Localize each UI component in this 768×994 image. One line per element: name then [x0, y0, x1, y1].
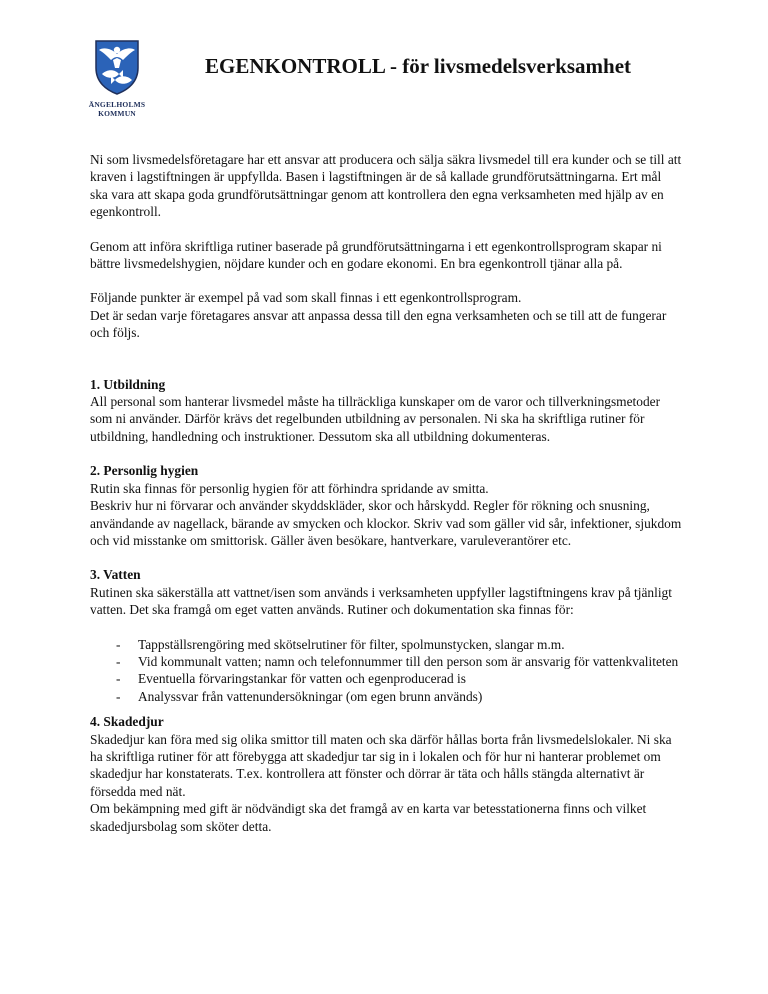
logo-text-line2: KOMMUN — [98, 109, 136, 118]
document-title: EGENKONTROLL - för livsmedelsverksamhet — [205, 54, 632, 78]
list-item: - Analyssvar från vattenundersökningar (om egen brunn används) — [90, 688, 682, 705]
coat-of-arms-icon — [93, 38, 141, 96]
list-item: - Tappställsrengöring med skötselrutiner för filter, spolmunstycken, slangar m.m. — [90, 636, 682, 653]
intro-paragraph-3: Följande punkter är exempel på vad som skall finnas i ett egenkontrollsprogram. — [90, 290, 522, 306]
list-item: - Eventuella förvaringstankar för vatten och egenproducerad is — [90, 670, 682, 687]
section-heading-skadedjur: 4. Skadedjur — [90, 714, 164, 730]
list-item: - Vid kommunalt vatten; namn och telefonnummer till den person som är ansvarig för vattenkvaliteten — [90, 653, 682, 670]
intro-paragraph-1: Ni som livsmedelsföretagare har ett ansvar att producera och sälja säkra livsmedel till era kunder och se till att kraven i lagstiftningen är uppfyllda. Basen i lagstiftningen är de så kallade grundförutsättningarna. Ert mål ska vara att skapa goda grundförutsättningar genom att kontrollera den egna verksamheten med hjälp av en egenkontroll. — [90, 152, 682, 220]
intro-paragraph-2: Genom att införa skriftliga rutiner baserade på grundförutsättningarna i ett egenkontrollsprogram skapar ni bättre livsmedelshygien, nöjdare kunder och en godare ekonomi. En bra egenkontroll tjänar alla på. — [90, 238, 662, 272]
municipality-logo — [86, 38, 148, 118]
section-heading-utbildning: 1. Utbildning — [90, 376, 166, 392]
section-text-skadedjur-1: Skadedjur kan föra med sig olika smittor till maten och ska därför hållas borta från livsmedelslokaler. Ni ska ha skriftliga rutiner för att förebygga att skadedjur tar sig in i lokalen och för hur ni hanterar problemet om skadedjur har konstaterats. T.ex. kontrollera att fönster och dörrar är täta och hålls stängda alternativt är försedda med nät. — [90, 731, 672, 799]
section-text-hygien-1: Rutin ska finnas för personlig hygien för att förhindra spridande av smitta. — [90, 480, 489, 496]
section-heading-vatten: 3. Vatten — [90, 567, 141, 583]
section-text-utbildning: All personal som hanterar livsmedel måste ha tillräckliga kunskaper om de varor och tillverkningsmetoder som ni använder. Därför krävs det regelbunden utbildning av personalen. Ni ska ha skriftliga rutiner för utbildning, handledning och instruktioner. Dessutom ska all utbildning dokumenteras. — [90, 394, 661, 444]
section-heading-personlig-hygien: 2. Personlig hygien — [90, 463, 199, 479]
section-text-hygien-2: Beskriv hur ni förvarar och använder skyddskläder, skor och hårskydd. Regler för rökning och snusning, användande av nagellack, bärande av smycken och klockor. Skriv vad som gäller vid sår, infektioner, sjukdom och vid misstanke om smittorisk. Gäller även besökare, hantverkare, varuleverantörer etc. — [90, 498, 682, 548]
section-text-vatten: Rutinen ska säkerställa att vattnet/isen som används i verksamheten uppfyller lagstiftningens krav på tjänligt vatten. Det ska framgå om eget vatten används. Rutiner och dokumentation ska finnas för: — [90, 584, 672, 618]
intro-paragraph-4: Det är sedan varje företagares ansvar att anpassa dessa till den egna verksamheten och se till att de fungerar och följs. — [90, 307, 667, 341]
vatten-list — [90, 636, 682, 706]
section-text-skadedjur-2: Om bekämpning med gift är nödvändigt ska det framgå av en karta var betesstationerna finns och vilket skadedjursbolag som sköter detta. — [90, 801, 647, 834]
logo-text-line1: ÄNGELHOLMS — [88, 100, 146, 109]
document-body — [90, 151, 682, 835]
